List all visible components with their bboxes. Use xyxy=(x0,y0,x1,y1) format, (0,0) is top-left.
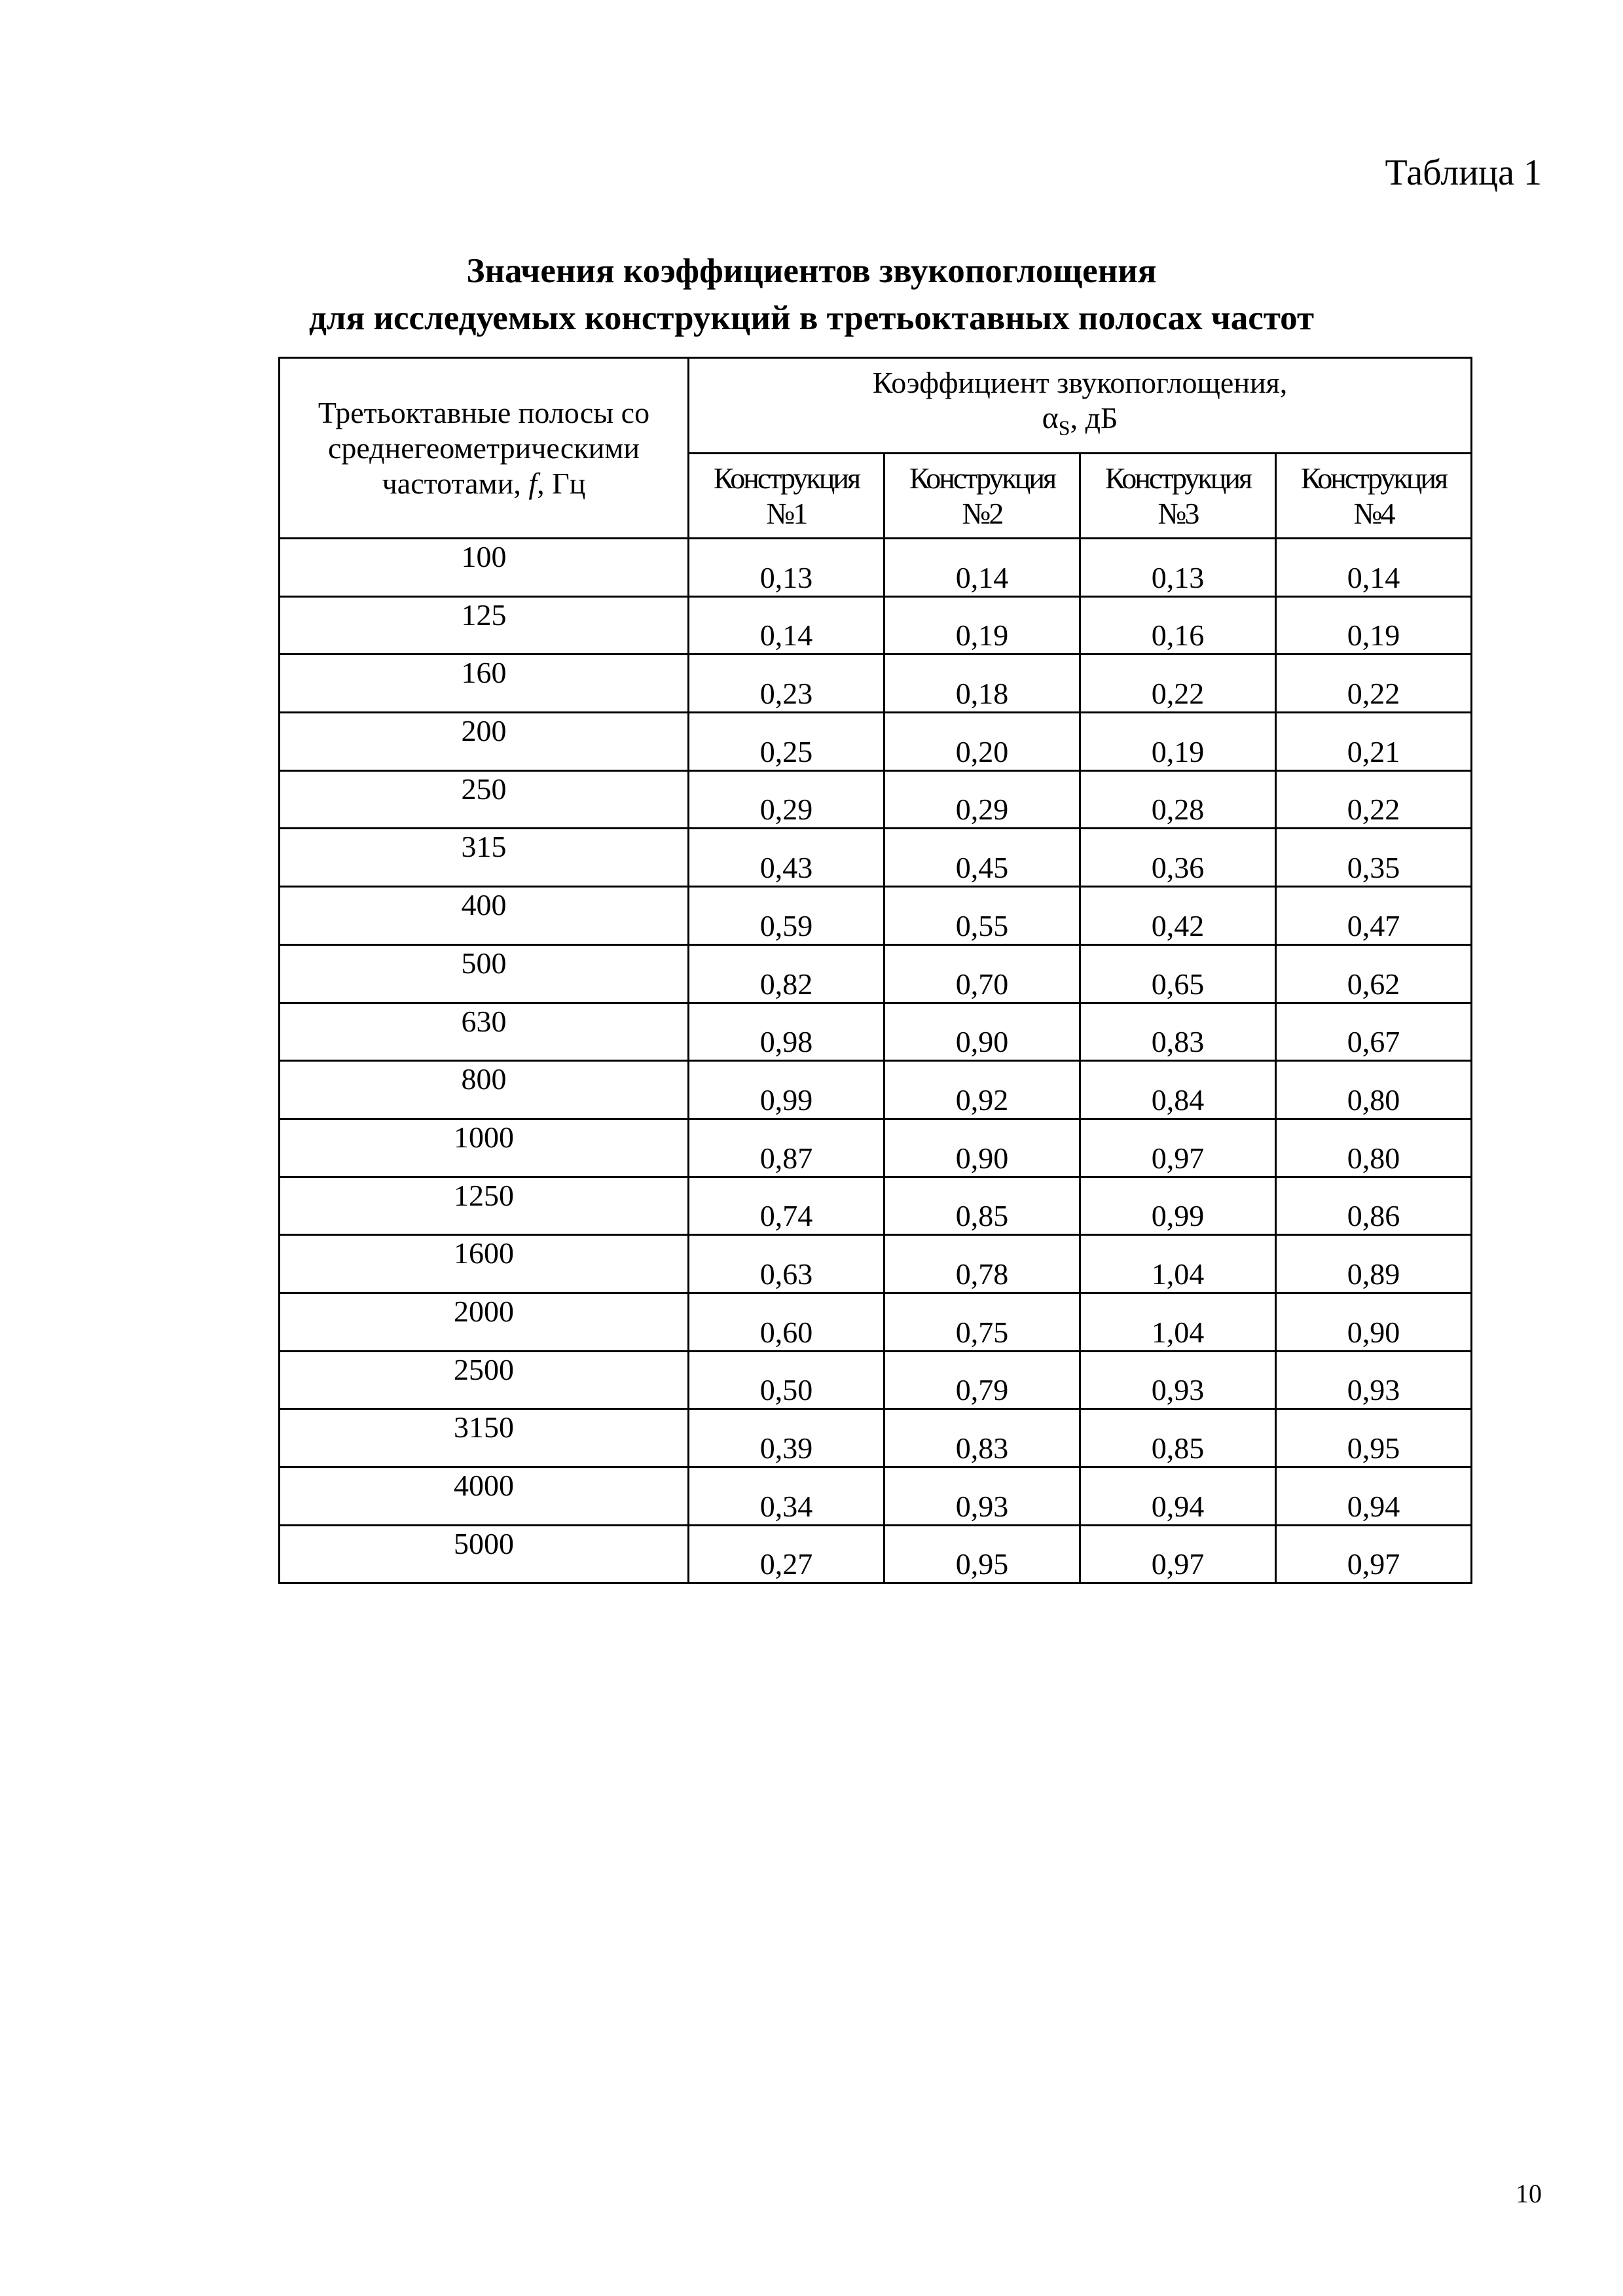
coefficient-cell-construction-3: 0,97 xyxy=(1080,1525,1276,1583)
frequency-cell: 125 xyxy=(280,596,689,655)
coefficient-cell-construction-3: 0,28 xyxy=(1080,770,1276,829)
frequency-cell: 400 xyxy=(280,887,689,945)
coefficient-cell-construction-1: 0,27 xyxy=(689,1525,884,1583)
frequency-cell: 5000 xyxy=(280,1525,689,1583)
coefficient-cell-construction-1: 0,29 xyxy=(689,770,884,829)
coefficient-cell-construction-2: 0,90 xyxy=(884,1003,1080,1061)
frequency-cell: 160 xyxy=(280,655,689,713)
coefficient-cell-construction-3: 0,16 xyxy=(1080,596,1276,655)
construction-header-3 xyxy=(1080,454,1276,539)
coefficient-cell-construction-1: 0,82 xyxy=(689,944,884,1003)
alpha-subscript: S xyxy=(1058,416,1070,440)
coefficient-cell-construction-3: 0,42 xyxy=(1080,887,1276,945)
coefficient-cell-construction-1: 0,25 xyxy=(689,713,884,771)
coefficient-cell-construction-2: 0,78 xyxy=(884,1235,1080,1293)
coefficient-cell-construction-2: 0,92 xyxy=(884,1061,1080,1119)
table-row xyxy=(280,1525,1472,1583)
table-row xyxy=(280,829,1472,887)
coefficient-cell-construction-4: 0,86 xyxy=(1276,1177,1472,1235)
construction-header-4 xyxy=(1276,454,1472,539)
frequency-cell: 2500 xyxy=(280,1351,689,1409)
coefficient-cell-construction-2: 0,85 xyxy=(884,1177,1080,1235)
coefficient-cell-construction-2: 0,20 xyxy=(884,713,1080,771)
coefficient-cell-construction-4: 0,14 xyxy=(1276,539,1472,597)
coefficient-cell-construction-4: 0,67 xyxy=(1276,1003,1472,1061)
construction-label: Конструкция xyxy=(1104,461,1251,495)
coefficient-cell-construction-2: 0,95 xyxy=(884,1525,1080,1583)
coefficient-cell-construction-2: 0,79 xyxy=(884,1351,1080,1409)
frequency-header-line-2: среднегеометрическими xyxy=(327,431,640,465)
coefficient-cell-construction-2: 0,14 xyxy=(884,539,1080,597)
frequency-unit: , Гц xyxy=(537,466,586,500)
coefficient-cell-construction-2: 0,93 xyxy=(884,1467,1080,1526)
frequency-cell: 2000 xyxy=(280,1293,689,1351)
coefficient-cell-construction-1: 0,43 xyxy=(689,829,884,887)
coefficient-cell-construction-3: 1,04 xyxy=(1080,1235,1276,1293)
coefficient-unit: , дБ xyxy=(1070,401,1118,435)
frequency-cell: 200 xyxy=(280,713,689,771)
frequency-cell: 630 xyxy=(280,1003,689,1061)
construction-number: №4 xyxy=(1353,496,1394,530)
table-row xyxy=(280,770,1472,829)
coefficient-cell-construction-3: 0,99 xyxy=(1080,1177,1276,1235)
coefficient-cell-construction-4: 0,93 xyxy=(1276,1351,1472,1409)
frequency-cell: 1000 xyxy=(280,1119,689,1177)
coefficient-cell-construction-2: 0,83 xyxy=(884,1409,1080,1467)
construction-label: Конструкция xyxy=(713,461,860,495)
coefficient-cell-construction-1: 0,34 xyxy=(689,1467,884,1526)
table-body xyxy=(280,539,1472,1583)
construction-number: №2 xyxy=(962,496,1002,530)
coefficient-group-header xyxy=(689,358,1472,454)
coefficient-cell-construction-1: 0,63 xyxy=(689,1235,884,1293)
coefficient-cell-construction-4: 0,19 xyxy=(1276,596,1472,655)
construction-header-2 xyxy=(884,454,1080,539)
table-row xyxy=(280,596,1472,655)
table-row xyxy=(280,1235,1472,1293)
coefficient-cell-construction-4: 0,80 xyxy=(1276,1119,1472,1177)
absorption-coefficients-table xyxy=(278,357,1472,1584)
construction-header-1 xyxy=(689,454,884,539)
frequency-cell: 1600 xyxy=(280,1235,689,1293)
construction-number: №1 xyxy=(766,496,807,530)
coefficient-cell-construction-4: 0,22 xyxy=(1276,770,1472,829)
coefficient-cell-construction-4: 0,97 xyxy=(1276,1525,1472,1583)
table-row xyxy=(280,944,1472,1003)
coefficient-cell-construction-3: 1,04 xyxy=(1080,1293,1276,1351)
table-row xyxy=(280,1119,1472,1177)
frequency-cell: 1250 xyxy=(280,1177,689,1235)
coefficient-cell-construction-3: 0,65 xyxy=(1080,944,1276,1003)
coefficient-header-line-1: Коэффициент звукопоглощения, xyxy=(872,366,1288,400)
frequency-cell: 3150 xyxy=(280,1409,689,1467)
table-row xyxy=(280,655,1472,713)
table-row xyxy=(280,713,1472,771)
coefficient-cell-construction-1: 0,60 xyxy=(689,1293,884,1351)
frequency-cell: 500 xyxy=(280,944,689,1003)
table-label: Таблица 1 xyxy=(1385,152,1542,193)
coefficient-cell-construction-3: 0,83 xyxy=(1080,1003,1276,1061)
table-row xyxy=(280,1351,1472,1409)
coefficient-cell-construction-3: 0,94 xyxy=(1080,1467,1276,1526)
construction-number: №3 xyxy=(1158,496,1198,530)
alpha-symbol: α xyxy=(1042,401,1059,436)
coefficient-cell-construction-2: 0,45 xyxy=(884,829,1080,887)
coefficient-cell-construction-4: 0,47 xyxy=(1276,887,1472,945)
table-row xyxy=(280,887,1472,945)
coefficient-cell-construction-3: 0,84 xyxy=(1080,1061,1276,1119)
coefficient-cell-construction-2: 0,19 xyxy=(884,596,1080,655)
coefficient-cell-construction-4: 0,95 xyxy=(1276,1409,1472,1467)
table-row xyxy=(280,1177,1472,1235)
coefficient-cell-construction-2: 0,70 xyxy=(884,944,1080,1003)
coefficient-cell-construction-1: 0,98 xyxy=(689,1003,884,1061)
frequency-cell: 800 xyxy=(280,1061,689,1119)
coefficient-cell-construction-4: 0,89 xyxy=(1276,1235,1472,1293)
frequency-header-line-1: Третьоктавные полосы со xyxy=(318,395,650,429)
table-title-line-2: для исследуемых конструкций в третьоктавных полосах частот xyxy=(308,299,1314,337)
table-row xyxy=(280,539,1472,597)
frequency-cell: 250 xyxy=(280,770,689,829)
coefficient-cell-construction-1: 0,50 xyxy=(689,1351,884,1409)
coefficient-cell-construction-4: 0,94 xyxy=(1276,1467,1472,1526)
frequency-symbol: f xyxy=(528,466,538,500)
frequency-cell: 4000 xyxy=(280,1467,689,1526)
coefficient-cell-construction-1: 0,13 xyxy=(689,539,884,597)
coefficient-cell-construction-4: 0,62 xyxy=(1276,944,1472,1003)
table-row xyxy=(280,1003,1472,1061)
construction-label: Конструкция xyxy=(909,461,1055,495)
coefficient-cell-construction-3: 0,85 xyxy=(1080,1409,1276,1467)
coefficient-cell-construction-4: 0,21 xyxy=(1276,713,1472,771)
coefficient-cell-construction-1: 0,59 xyxy=(689,887,884,945)
coefficient-cell-construction-2: 0,29 xyxy=(884,770,1080,829)
coefficient-cell-construction-4: 0,35 xyxy=(1276,829,1472,887)
coefficient-cell-construction-1: 0,87 xyxy=(689,1119,884,1177)
coefficient-cell-construction-3: 0,97 xyxy=(1080,1119,1276,1177)
table-title-line-1: Значения коэффициентов звукопоглощения xyxy=(466,252,1157,290)
coefficient-cell-construction-1: 0,74 xyxy=(689,1177,884,1235)
frequency-cell: 100 xyxy=(280,539,689,597)
coefficient-cell-construction-1: 0,39 xyxy=(689,1409,884,1467)
coefficient-cell-construction-3: 0,19 xyxy=(1080,713,1276,771)
coefficient-cell-construction-2: 0,18 xyxy=(884,655,1080,713)
table-header-row xyxy=(280,358,1472,454)
coefficient-cell-construction-3: 0,36 xyxy=(1080,829,1276,887)
table-row xyxy=(280,1467,1472,1526)
coefficient-cell-construction-1: 0,14 xyxy=(689,596,884,655)
coefficient-cell-construction-4: 0,80 xyxy=(1276,1061,1472,1119)
frequency-cell: 315 xyxy=(280,829,689,887)
frequency-column-header xyxy=(280,358,689,539)
table-row xyxy=(280,1293,1472,1351)
coefficient-cell-construction-3: 0,13 xyxy=(1080,539,1276,597)
frequency-header-line-3-prefix: частотами, xyxy=(382,466,529,500)
coefficient-cell-construction-1: 0,99 xyxy=(689,1061,884,1119)
table-row xyxy=(280,1409,1472,1467)
table-row xyxy=(280,1061,1472,1119)
page-number: 10 xyxy=(1516,2179,1542,2208)
coefficient-cell-construction-4: 0,22 xyxy=(1276,655,1472,713)
construction-label: Конструкция xyxy=(1300,461,1447,495)
coefficient-cell-construction-2: 0,90 xyxy=(884,1119,1080,1177)
coefficient-cell-construction-2: 0,55 xyxy=(884,887,1080,945)
coefficient-cell-construction-4: 0,90 xyxy=(1276,1293,1472,1351)
coefficient-cell-construction-2: 0,75 xyxy=(884,1293,1080,1351)
table-title xyxy=(0,247,1623,342)
coefficient-cell-construction-3: 0,22 xyxy=(1080,655,1276,713)
coefficient-cell-construction-3: 0,93 xyxy=(1080,1351,1276,1409)
coefficient-cell-construction-1: 0,23 xyxy=(689,655,884,713)
